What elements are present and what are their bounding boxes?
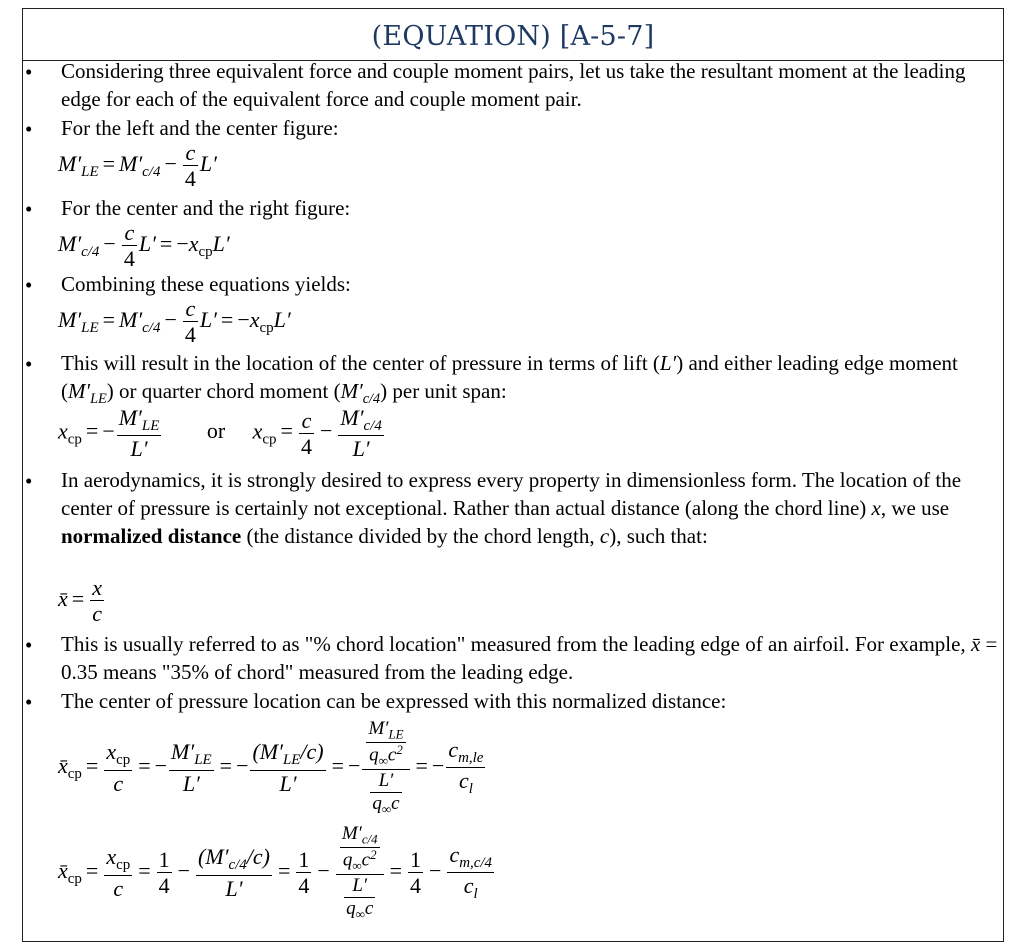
bullet7-value: = 0.35 means "35% of chord" measured from the leading edge.	[61, 632, 998, 684]
frac-den: c	[92, 601, 102, 627]
bullet-icon: •	[25, 117, 33, 141]
bullet7-pre: This is usually referred to as "% chord location" measured from the leading edge of an airfoil. For example,	[61, 632, 971, 656]
bullet-text-4: Combining these equations yields:	[61, 272, 351, 296]
page-title: (EQUATION) [A-5-7]	[371, 21, 655, 52]
lift-symbol: L′	[199, 306, 217, 332]
frac-den: L′	[182, 770, 200, 796]
frac-num: c	[183, 140, 198, 166]
bullet-text-1: Considering three equivalent force and couple moment pairs, let us take the resultant moment at the leading edge for each of the equivalent force and couple moment pair.	[61, 59, 966, 111]
bullet6-mid: , we use	[880, 496, 950, 520]
frac-num: 1	[298, 846, 310, 872]
frac-den: 4	[410, 873, 422, 899]
equation-le-moment: $M'_{LE} = M'_{c/4}$ − $\frac{c}{4}$ L′	[58, 140, 217, 192]
bullet-text-7: This is usually referred to as "% chord location" measured from the leading edge of an airfoil. For example, x̄ = 0.35 means "35% of chord" measured from the leading edge.	[61, 632, 998, 684]
cp-subscript: cp	[198, 244, 213, 261]
frac-den: 4	[123, 246, 135, 272]
bullet5-pre: This will result in the location of the center of pressure in terms of lift (	[61, 351, 660, 375]
equation-xbar-cp-quarter: $x̄_{cp}$ = $\frac{x_{cp}}{c}$ = $\frac{1}{4}$ − $\frac{(M'_{c/4}/c)}{L'}$ = $\frac{1}{4}$ − $\frac{\frac{M'_{c/4}}{q_\infty c^2}}{\frac{L'}{q_\infty c}}$ = $\frac{1}{4}$ − $\frac{c_{m,c/4}}{c_l}$	[58, 823, 493, 922]
frac-num: c	[299, 408, 314, 434]
cp-subscript: cp	[67, 431, 82, 448]
frac-den: 4	[158, 873, 170, 899]
bullet-text-6: In aerodynamics, it is strongly desired to express every property in dimensionless form. The location of the center of pressure is certainly not exceptional. Rather than actual distance (along the chord line) x, we use normalized distance (the distance divided by the chord length, c), such that:	[61, 468, 962, 548]
bullet-text-2: For the left and the center figure:	[61, 116, 339, 140]
bullet-icon: •	[25, 197, 33, 221]
equation-combined: $M'_{LE} = M'_{c/4}$ − $\frac{c}{4}$ $L' = -x_{cp}L'$	[58, 296, 291, 348]
bullet5-post: ) per unit span:	[380, 379, 507, 403]
frac-den: 4	[298, 873, 310, 899]
bullet-icon: •	[25, 633, 33, 657]
frac-den: c	[113, 770, 124, 796]
cp-subscript: cp	[259, 320, 274, 337]
bullet5-mid2: ) or quarter chord moment (	[106, 379, 341, 403]
bullet-icon: •	[25, 690, 33, 714]
bullet-text-8: The center of pressure location can be expressed with this normalized distance:	[61, 689, 727, 713]
frac-num: c	[183, 296, 198, 322]
frac-num: 1	[158, 846, 170, 872]
cp-subscript: cp	[67, 871, 82, 887]
frac-num: c	[122, 220, 137, 246]
lift-symbol: L′	[199, 150, 217, 176]
bullet6-pre: In aerodynamics, it is strongly desired to express every property in dimensionless form. The location of the center of pressure is certainly not exceptional. Rather than actual distance (along the chord line)	[61, 468, 962, 520]
frac-den: L′	[225, 875, 243, 901]
equation-quarter-chord: $M'_{c/4}$ − $\frac{c}{4}$ $L' = -x_{cp}L'$	[58, 220, 230, 272]
equation-xbar-cp-le: $x̄_{cp}$ = $\frac{x_{cp}}{c}$ = − $\frac{M'_{LE}}{L'}$ = − $\frac{(M'_{LE}/c)}{L'}$ = − $\frac{\frac{M'_{LE}}{q_\infty c^2}}{\frac{L'}{q_\infty c}}$ = − $\frac{c_{m,le}}{c_l}$	[58, 718, 484, 817]
bullet6-end: ), such that:	[609, 524, 708, 548]
equation-xbar: x̄ = $\frac{x}{c}$	[58, 575, 102, 627]
frac-den: L′	[279, 770, 297, 796]
bullet-icon: •	[25, 60, 33, 84]
frac-den: 4	[184, 322, 196, 348]
lift-symbol: L′	[273, 306, 291, 332]
frac-den: 4	[300, 433, 312, 459]
bullet6-bold: normalized distance	[61, 524, 242, 548]
cp-subscript: cp	[67, 766, 82, 782]
frac-den: L′	[130, 436, 148, 462]
frac-num: 1	[410, 846, 422, 872]
bullet-icon: •	[25, 273, 33, 297]
bullet-text-3: For the center and the right figure:	[61, 196, 351, 220]
frac-den: L′	[352, 436, 370, 462]
equation-xcp: $x_{cp}$ = − $\frac{M'_{LE}}{L'}$ or $x_{cp}$ = $\frac{c}{4}$ − $\frac{M'_{c/4}}{L'}$	[58, 405, 382, 462]
bullet-text-5: This will result in the location of the center of pressure in terms of lift (L′) and either leading edge moment $(M'_{LE})$ or quarter chord moment $(M'_{c/4})$ per unit span:	[61, 351, 958, 407]
bullet6-post: (the distance divided by the chord length,	[241, 524, 600, 548]
lift-symbol: L′	[138, 230, 156, 256]
frac-den: c	[113, 875, 124, 901]
cp-subscript: cp	[262, 431, 277, 448]
frac-den: 4	[184, 166, 196, 192]
bullet-icon: •	[25, 469, 33, 493]
lift-symbol: L′	[212, 230, 230, 256]
bullet5-mid1: ) and either leading edge moment (	[61, 351, 958, 403]
bullet-icon: •	[25, 352, 33, 376]
or-word: or	[206, 418, 226, 444]
